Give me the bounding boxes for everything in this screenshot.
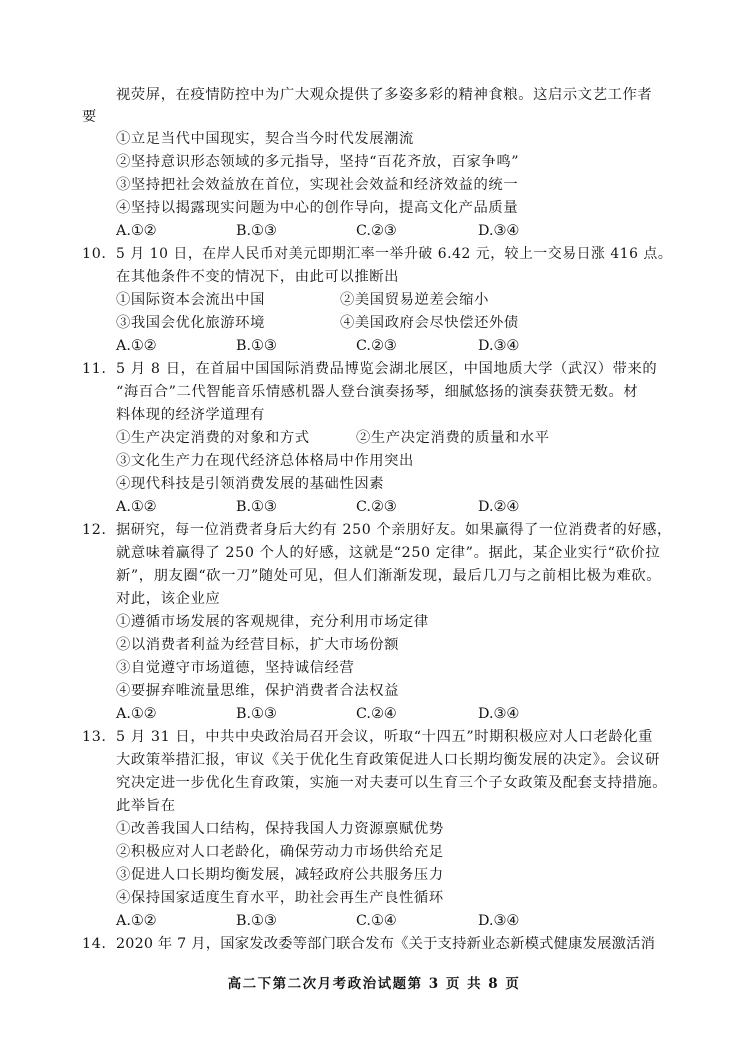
question-text: 大政策举措汇报，审议《关于优化生育政策促进人口长期均衡发展的决定》。会议研 <box>116 752 661 768</box>
page-footer: 高二下第二次月考政治试题第 3 页 共 8 页 <box>227 976 521 992</box>
question-text: 2020 年 7 月，国家发改委等部门联合发布《关于支持新业态新模式健康发展激活消 <box>116 936 656 952</box>
option-item: ②美国贸易逆差会缩小 <box>340 292 489 308</box>
answer-choice-b: B.①③ <box>236 338 277 354</box>
answer-choice-c: C.②③ <box>356 338 397 354</box>
question-number: 10. <box>82 246 107 262</box>
answer-choice-b: B.①③ <box>236 499 277 515</box>
question-number: 14. <box>82 936 107 952</box>
option-item: ①生产决定消费的对象和方式 <box>116 430 310 446</box>
option-item: ④现代科技是引领消费发展的基础性因素 <box>116 476 385 492</box>
question-text: 5 月 10 日，在岸人民币对美元即期汇率一举升破 6.42 元，较上一交易日涨 416 点。 <box>116 246 673 262</box>
option-item: ④坚持以揭露现实问题为中心的创作导向，提高文化产品质量 <box>116 200 519 216</box>
option-item: ③文化生产力在现代经济总体格局中作用突出 <box>116 453 414 469</box>
option-item: ④要摒弃唯流量思维，保护消费者合法权益 <box>116 683 400 699</box>
option-item: ③促进人口长期均衡发展，减轻政府公共服务压力 <box>116 867 444 883</box>
answer-choice-c: C.②③ <box>356 223 397 239</box>
option-item: ①遵循市场发展的客观规律，充分利用市场定律 <box>116 614 429 630</box>
answer-choice-b: B.①③ <box>236 223 277 239</box>
option-item: ③我国会优化旅游环境 <box>116 315 265 331</box>
answer-choice-a: A.①② <box>116 338 157 354</box>
question-text: 5 月 8 日，在首届中国国际消费品博览会湖北展区，中国地质大学（武汉）带来的 <box>116 361 658 377</box>
answer-choice-d: D.②④ <box>478 499 520 515</box>
option-item: ①立足当代中国现实，契合当今时代发展潮流 <box>116 131 414 147</box>
question-text: 要 <box>82 109 97 125</box>
option-item: ③坚持把社会效益放在首位，实现社会效益和经济效益的统一 <box>116 177 519 193</box>
option-item: ②积极应对人口老龄化，确保劳动力市场供给充足 <box>116 844 444 860</box>
question-text: 视荧屏，在疫情防控中为广大观众提供了多姿多彩的精神食粮。这启示文艺工作者 <box>116 87 653 103</box>
answer-choice-d: D.③④ <box>478 338 520 354</box>
question-text: 就意味着赢得了 250 个人的好感，这就是“250 定律”。据此，某企业实行“砍价拉 <box>116 545 661 561</box>
answer-choice-a: A.①② <box>116 499 157 515</box>
question-number: 13. <box>82 729 107 745</box>
answer-choice-d: D.③④ <box>478 706 520 722</box>
answer-choice-c: C.①④ <box>356 913 397 929</box>
answer-choice-d: D.③④ <box>478 913 520 929</box>
option-item: ①改善我国人口结构，保持我国人力资源禀赋优势 <box>116 821 444 837</box>
option-item: ④美国政府会尽快偿还外债 <box>340 315 519 331</box>
answer-choice-a: A.①② <box>116 706 157 722</box>
question-text: 据研究，每一位消费者身后大约有 250 个亲朋好友。如果赢得了一位消费者的好感， <box>116 522 672 538</box>
option-item: ④保持国家适度生育水平，助社会再生产良性循环 <box>116 890 444 906</box>
answer-choice-c: C.②④ <box>356 706 397 722</box>
option-item: ②以消费者利益为经营目标，扩大市场份额 <box>116 637 400 653</box>
option-item: ②生产决定消费的质量和水平 <box>356 430 550 446</box>
question-text: 此举旨在 <box>116 798 176 814</box>
question-number: 11. <box>82 361 107 377</box>
question-text: 料体现的经济学道理有 <box>116 407 265 423</box>
answer-choice-d: D.③④ <box>478 223 520 239</box>
question-text: “海百合”二代智能音乐情感机器人登台演奏扬琴，细腻悠扬的演奏获赞无数。材 <box>116 384 639 400</box>
question-text: 新”，朋友圈“砍一刀”随处可见，但人们渐渐发现，最后几刀与之前相比极为难砍。 <box>116 568 662 584</box>
answer-choice-c: C.②③ <box>356 499 397 515</box>
option-item: ①国际资本会流出中国 <box>116 292 265 308</box>
question-text: 5 月 31 日，中共中央政治局召开会议，听取“十四五”时期积极应对人口老龄化重 <box>116 729 654 745</box>
answer-choice-b: B.①③ <box>236 706 277 722</box>
option-item: ②坚持意识形态领域的多元指导，坚持“百花齐放，百家争鸣” <box>116 154 520 170</box>
question-text: 在其他条件不变的情况下，由此可以推断出 <box>116 269 400 285</box>
question-text: 对此，该企业应 <box>116 591 221 607</box>
answer-choice-a: A.①② <box>116 913 157 929</box>
question-number: 12. <box>82 522 107 538</box>
answer-choice-b: B.①③ <box>236 913 277 929</box>
question-text: 究决定进一步优化生育政策，实施一对夫妻可以生育三个子女政策及配套支持措施。 <box>116 775 668 791</box>
answer-choice-a: A.①② <box>116 223 157 239</box>
option-item: ③自觉遵守市场道德，坚持诚信经营 <box>116 660 355 676</box>
